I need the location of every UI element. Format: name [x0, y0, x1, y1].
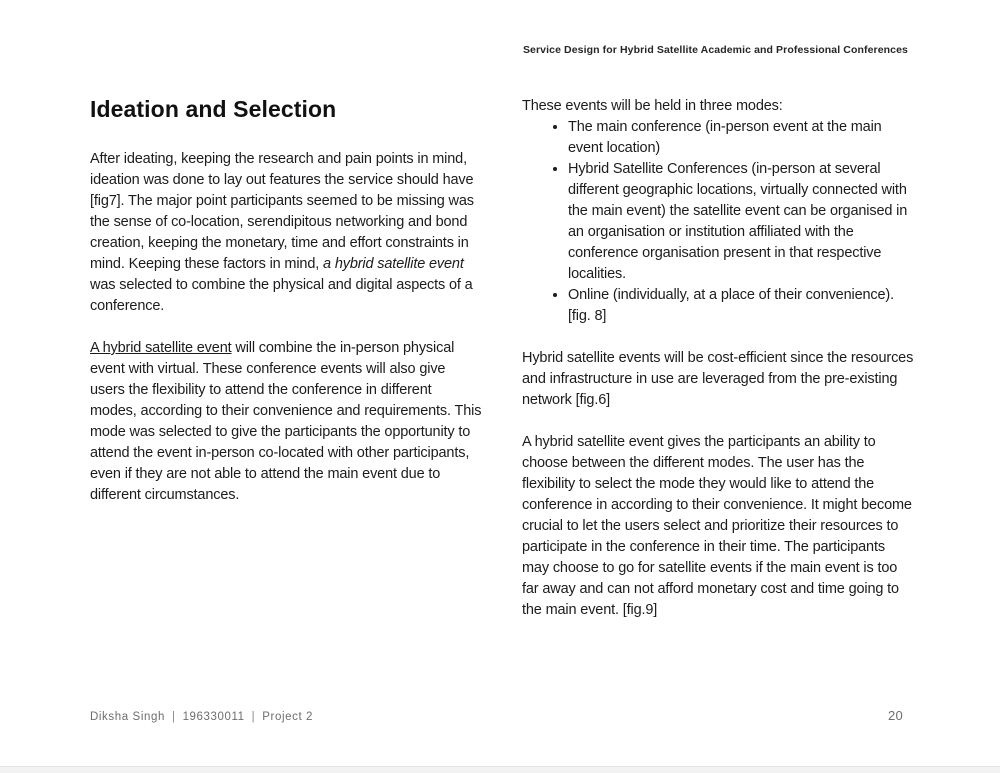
section-heading: Ideation and Selection: [90, 96, 337, 122]
page-number: 20: [887, 708, 903, 723]
left-column: [90, 97, 482, 506]
right-paragraph-1: Hybrid satellite events will be cost-efficient since the resources and infrastructure in use are leveraged from the pre-existing network [fig.6]: [522, 350, 914, 408]
modes-intro: These events will be held in three modes:: [522, 98, 783, 114]
underlined-phrase: A hybrid satellite event: [90, 340, 232, 356]
paragraph-text: After ideating, keeping the research and pain points in mind, ideation was done to lay out features the service should have [fig7]. The major point participants seemed to be missing was the sense of co-location, serendipitous networking and bond creation, keeping the monetary, time and effort constraints in mind. Keeping these factors in mind,: [90, 151, 474, 272]
modes-list: [522, 117, 914, 327]
list-item-main-conference: • The main conference (in-person event at the main event location): [568, 117, 914, 159]
footer-author-name: Diksha Singh: [90, 711, 165, 723]
right-column: [522, 96, 914, 621]
footer-project-label: Project 2: [262, 711, 314, 723]
paragraph-text: will combine the in-person physical event with virtual. These conference events will also give users the flexibility to attend the conference in different modes, according to their convenience and requirements. This mode was selected to give the participants the opportunity to attend the event in-person co-located with other participants, even if they are not able to attend the main event due to different circumstances.: [90, 340, 482, 503]
footer-separator: |: [171, 711, 176, 723]
footer-student-id: 196330011: [182, 711, 245, 723]
running-header: Service Design for Hybrid Satellite Academic and Professional Conferences: [522, 44, 908, 56]
left-paragraph-1: [90, 149, 482, 317]
footer-author-line: [90, 711, 313, 723]
paragraph-text: was selected to combine the physical and digital aspects of a conference.: [90, 277, 473, 314]
left-paragraph-2: [90, 338, 482, 506]
footer-separator: |: [251, 711, 256, 723]
list-item-online: • Online (individually, at a place of their convenience). [fig. 8]: [568, 285, 914, 327]
right-paragraph-2: A hybrid satellite event gives the participants an ability to choose between the different modes. The user has the flexibility to select the mode they would like to attend the conference in according to their convenience. It might become crucial to let the users select and prioritize their resources to participate in the conference in their time. The participants may choose to go for satellite events if the main event is too far away and can not afford monetary cost and time going to the main event. [fig.9]: [522, 434, 912, 618]
bottom-strip: [0, 766, 1000, 773]
italic-phrase: a hybrid satellite event: [323, 256, 464, 272]
list-item-hybrid-satellite: • Hybrid Satellite Conferences (in-person at several different geographic locations, virtually connected with the main event) the satellite event can be organised in an organisation or institution affiliated with the conference organisation present in that respective localities.: [568, 159, 914, 285]
